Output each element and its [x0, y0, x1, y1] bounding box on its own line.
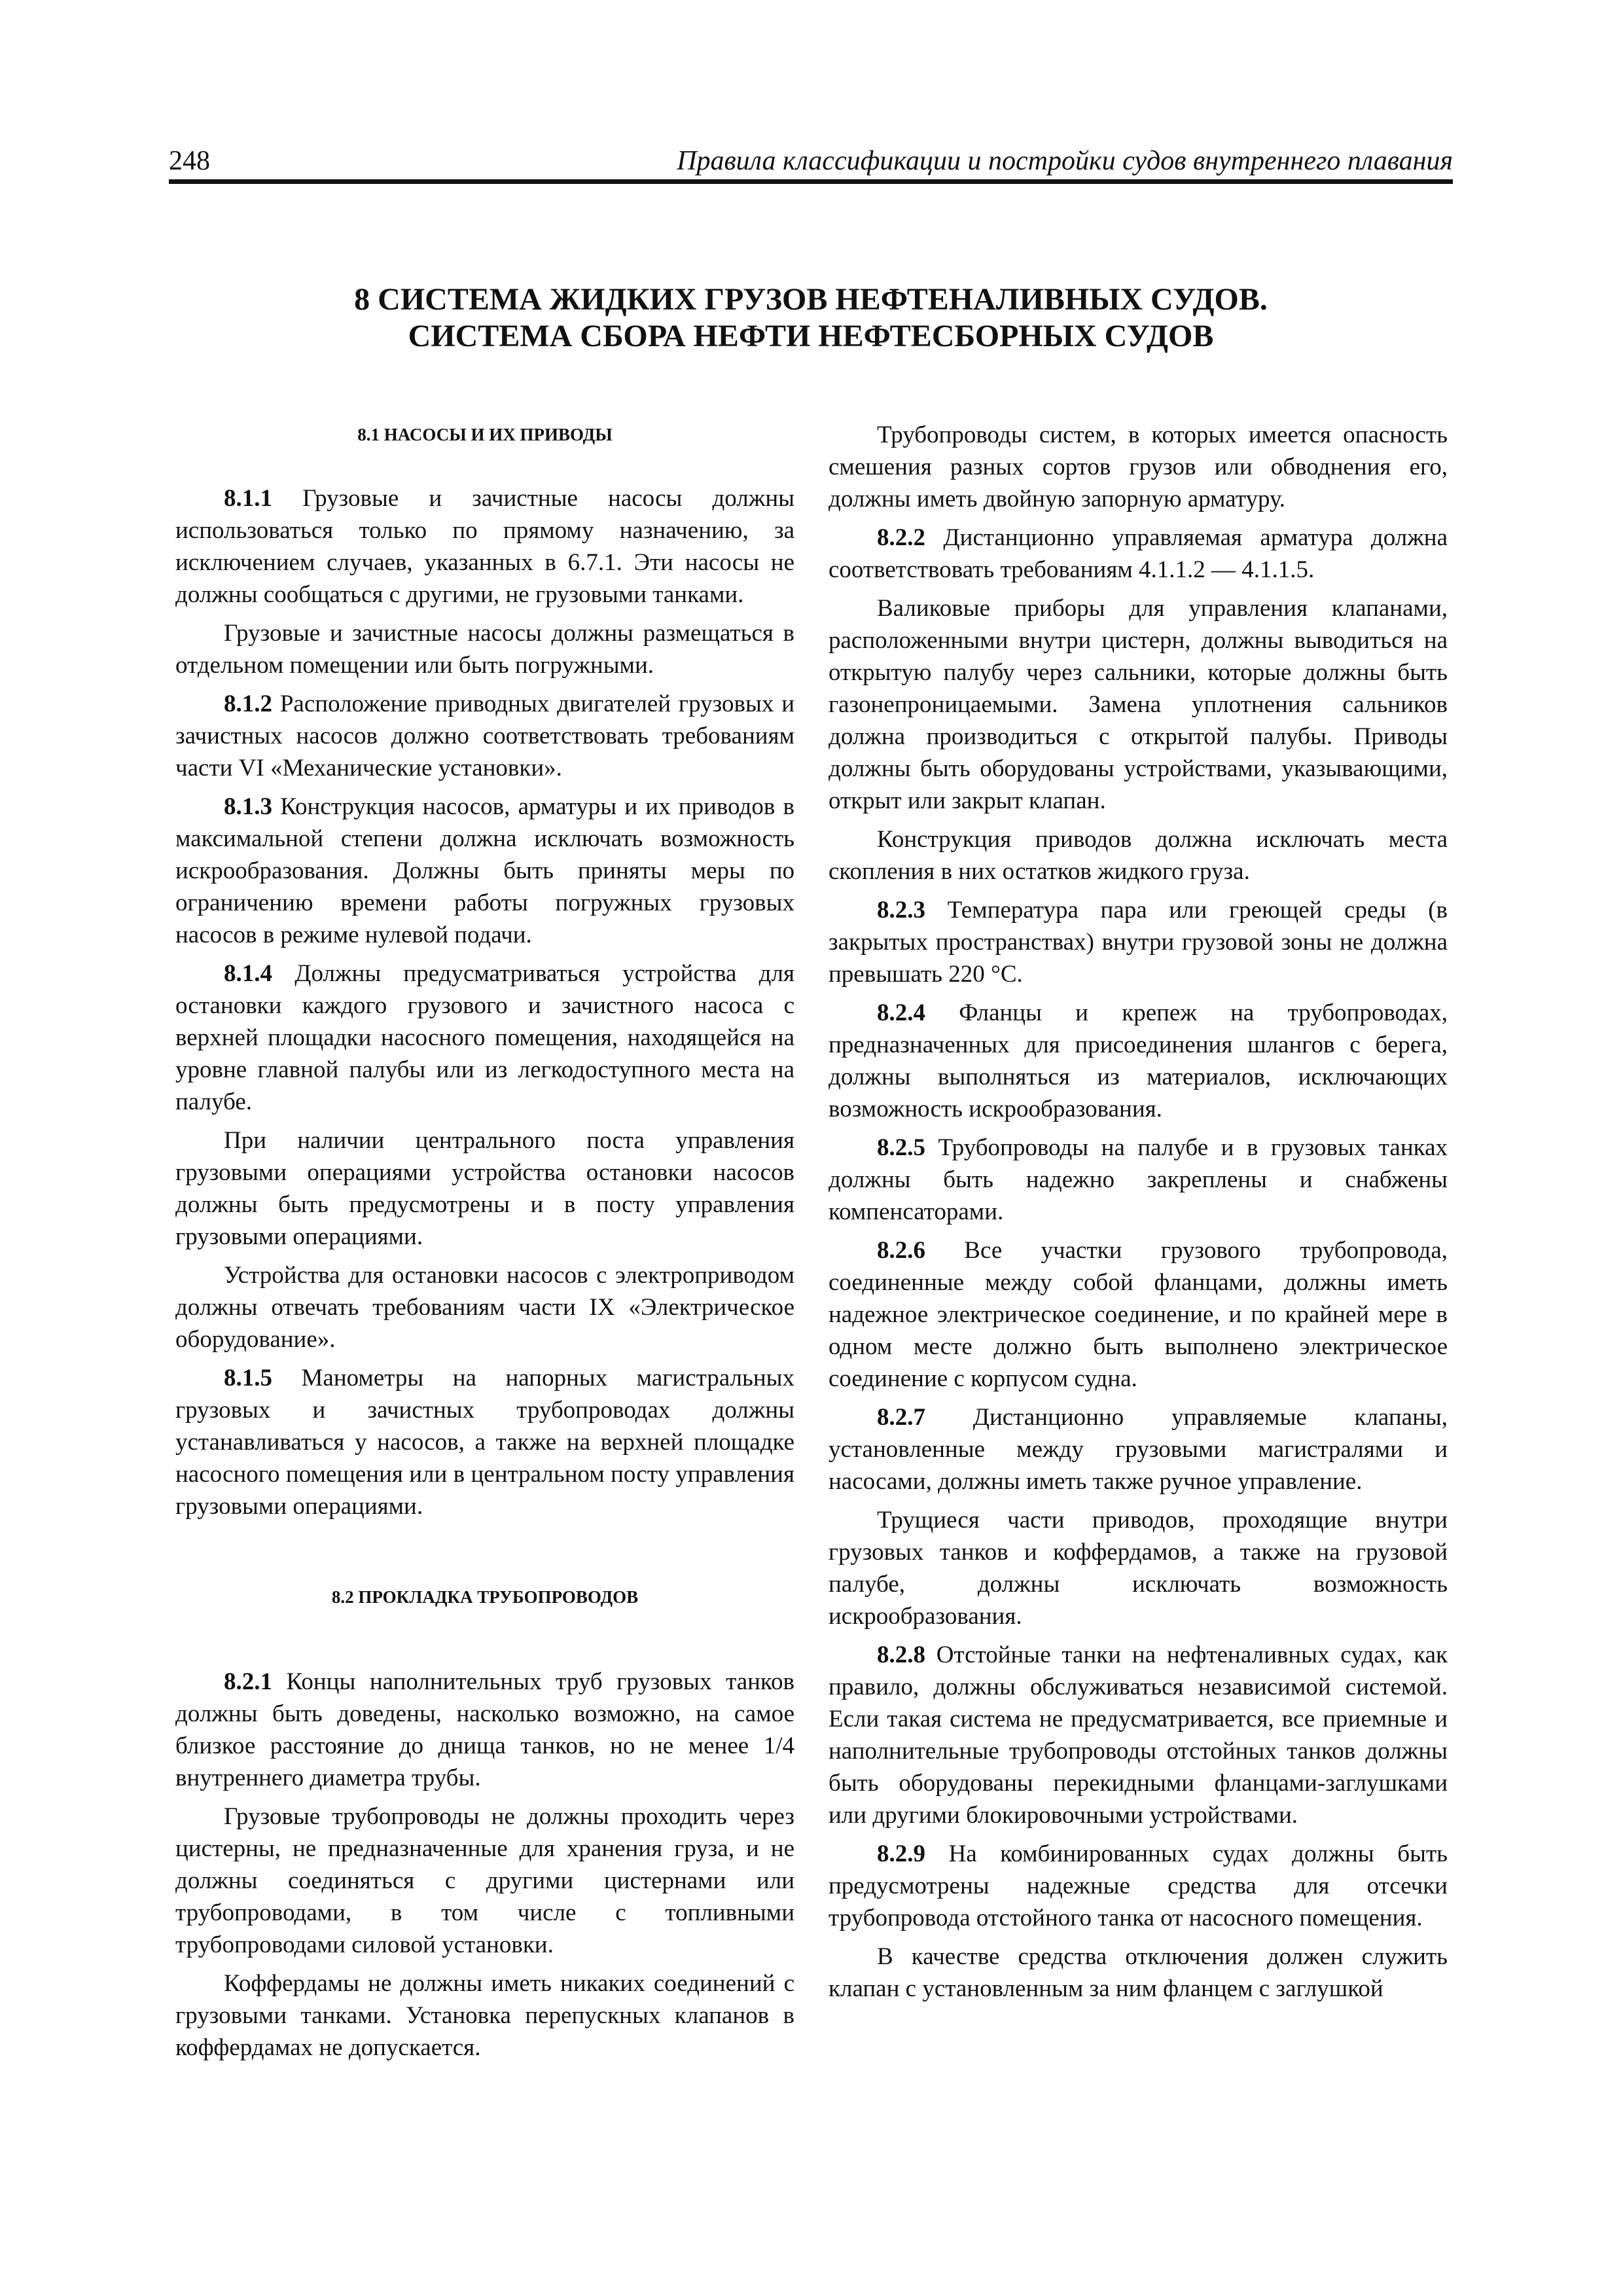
- paragraph: [175, 1124, 794, 1253]
- paragraph: [175, 1967, 794, 2064]
- paragraph-number: 8.1.3: [224, 793, 272, 820]
- paragraph: [829, 1234, 1448, 1395]
- paragraph: [175, 958, 794, 1118]
- paragraph: [175, 617, 794, 681]
- paragraph-text: В качестве средства отключения должен служить клапан с установленным за ним фланцем с заглушкой: [829, 1943, 1448, 2002]
- paragraph-text: Расположение приводных двигателей грузовых и зачистных насосов должно соответствовать требованиям части VI «Механические установки».: [175, 691, 794, 781]
- paragraph-text: Трущиеся части приводов, проходящие внутри грузовых танков и коффердамов, а также на грузовой палубе, должны исключать возможность искрообразования.: [829, 1507, 1448, 1630]
- paragraph-number: 8.1.4: [224, 960, 272, 987]
- paragraph-number: 8.2.3: [877, 897, 925, 924]
- paragraph-text: Должны предусматриваться устройства для остановки каждого грузового и зачистного насоса с верхней площадки насосного помещения, находящейся на уровне главной палубы или из легкодоступного места на палубе.: [175, 960, 794, 1115]
- paragraph-number: 8.2.7: [877, 1404, 925, 1431]
- paragraph-text: Грузовые и зачистные насосы должны размещаться в отдельном помещении или быть погружными.: [175, 620, 794, 679]
- paragraph-number: 8.2.1: [224, 1668, 272, 1695]
- paragraph: [829, 1132, 1448, 1228]
- paragraph-text: Фланцы и крепеж на трубопроводах, предназначенных для присоединения шлангов с берега, должны выполняться из материалов, исключающих возможность искрообразования.: [829, 999, 1448, 1122]
- paragraph: [175, 1259, 794, 1355]
- paragraph: [829, 419, 1448, 515]
- paragraph-text: На комбинированных судах должны быть предусмотрены надежные средства для отсечки трубопровода отстойного танка от насосного помещения.: [829, 1840, 1448, 1931]
- paragraph-number: 8.2.5: [877, 1134, 925, 1161]
- section-heading-8-2: 8.2 ПРОКЛАДКА ТРУБОПРОВОДОВ: [331, 1587, 639, 1607]
- paragraph-number: 8.2.6: [877, 1237, 925, 1264]
- paragraph-text: Манометры на напорных магистральных грузовых и зачистных трубопроводах должны устанавливаться у насосов, а также на верхней площадке насосного помещения или в центральном посту управления грузовыми операциями.: [175, 1365, 794, 1520]
- paragraph-text: Отстойные танки на нефтеналивных судах, как правило, должны обслуживаться независимой системой. Если такая система не предусматривается, все приемные и наполнительные трубопроводы отстойных танков должны быть оборудованы перекидными фланцами-заглушками или другими блокировочными устройствами.: [829, 1641, 1448, 1829]
- paragraph: [175, 482, 794, 611]
- paragraph-text: При наличии центрального поста управления грузовыми операциями устройства остановки насосов должны быть предусмотрены и в посту управления грузовыми операциями.: [175, 1127, 794, 1250]
- paragraph-text: Валиковые приборы для управления клапанами, расположенными внутри цистерн, должны выводиться на открытую палубу через сальники, которые должны быть газонепроницаемыми. Замена уплотнения сальников должна производиться с открытой палубы. Приводы должны быть оборудованы устройствами, указывающими, открыт или закрыт клапан.: [829, 595, 1448, 814]
- paragraph-text: Дистанционно управляемая арматура должна соответствовать требованиям 4.1.1.2 — 4.1.1.5.: [829, 524, 1448, 583]
- paragraph-text: Трубопроводы на палубе и в грузовых танках должны быть надежно закреплены и снабжены компенсаторами.: [829, 1134, 1448, 1225]
- paragraph: [175, 1666, 794, 1794]
- paragraph-number: 8.1.2: [224, 691, 272, 717]
- paragraph: [829, 823, 1448, 888]
- paragraph: [829, 1941, 1448, 2005]
- paragraph-text: Коффердамы не должны иметь никаких соединений с грузовыми танками. Установка перепускных клапанов в коффердамах не допускается.: [175, 1970, 794, 2061]
- paragraph: [829, 592, 1448, 817]
- paragraph-number: 8.1.1: [224, 485, 272, 512]
- paragraph: [829, 1401, 1448, 1498]
- paragraph-number: 8.2.9: [877, 1840, 925, 1867]
- paragraph: [175, 1801, 794, 1961]
- paragraph-number: 8.2.2: [877, 524, 925, 551]
- paragraph-text: Конструкция приводов должна исключать места скопления в них остатков жидкого груза.: [829, 826, 1448, 885]
- paragraph-number: 8.1.5: [224, 1365, 272, 1391]
- paragraph: [175, 791, 794, 951]
- paragraph: [829, 522, 1448, 586]
- left-column: [175, 419, 794, 2070]
- chapter-title-line-2: СИСТЕМА СБОРА НЕФТИ НЕФТЕСБОРНЫХ СУДОВ: [408, 319, 1214, 353]
- paragraph-text: Трубопроводы систем, в которых имеется опасность смешения разных сортов грузов или обводнения его, должны иметь двойную запорную арматуру.: [829, 422, 1448, 512]
- chapter-title: [169, 281, 1453, 355]
- paragraph: [175, 1362, 794, 1522]
- running-title: Правила классификации и постройки судов внутреннего плавания: [677, 146, 1453, 176]
- paragraph: [829, 1639, 1448, 1831]
- paragraph-text: Устройства для остановки насосов с электроприводом должны отвечать требованиям части IX «Электрическое оборудование».: [175, 1262, 794, 1353]
- paragraph: [829, 1838, 1448, 1934]
- paragraph-number: 8.2.8: [877, 1641, 925, 1668]
- paragraph-text: Грузовые и зачистные насосы должны использоваться только по прямому назначению, за исключением случаев, указанных в 6.7.1. Эти насосы не должны сообщаться с другими, не грузовыми танками.: [175, 485, 794, 608]
- paragraph-text: Температура пара или греющей среды (в закрытых пространствах) внутри грузовой зоны не должна превышать 220 °С.: [829, 897, 1448, 988]
- section-heading-8-1: 8.1 НАСОСЫ И ИХ ПРИВОДЫ: [357, 425, 613, 444]
- paragraph-text: Конструкция насосов, арматуры и их приводов в максимальной степени должна исключать возможность искрообразования. Должны быть приняты меры по ограничению времени работы погружных грузовых насосов в режиме нулевой подачи.: [175, 793, 794, 948]
- paragraph: [829, 997, 1448, 1125]
- paragraph: [829, 1504, 1448, 1632]
- paragraph-text: Грузовые трубопроводы не должны проходить через цистерны, не предназначенные для хранения груза, и не должны соединяться с другими цистернами или трубопроводами, в том числе с топливными трубопроводами силовой установки.: [175, 1803, 794, 1958]
- paragraph-number: 8.2.4: [877, 999, 925, 1026]
- running-header: [169, 143, 1453, 184]
- right-column: [829, 419, 1448, 2011]
- paragraph: [175, 688, 794, 784]
- paragraph-text: Дистанционно управляемые клапаны, установленные между грузовыми магистралями и насосами, должны иметь также ручное управление.: [829, 1404, 1448, 1495]
- paragraph-text: Концы наполнительных труб грузовых танков должны быть доведены, насколько возможно, на самое близкое расстояние до днища танков, но не менее 1/4 внутреннего диаметра трубы.: [175, 1668, 794, 1791]
- chapter-title-line-1: 8 СИСТЕМА ЖИДКИХ ГРУЗОВ НЕФТЕНАЛИВНЫХ СУДОВ.: [354, 282, 1268, 317]
- paragraph-text: Все участки грузового трубопровода, соединенные между собой фланцами, должны иметь надежное электрическое соединение, и по крайней мере в одном месте должно быть выполнено электрическое соединение с корпусом судна.: [829, 1237, 1448, 1392]
- paragraph: [829, 894, 1448, 990]
- page-number: 248: [169, 146, 210, 176]
